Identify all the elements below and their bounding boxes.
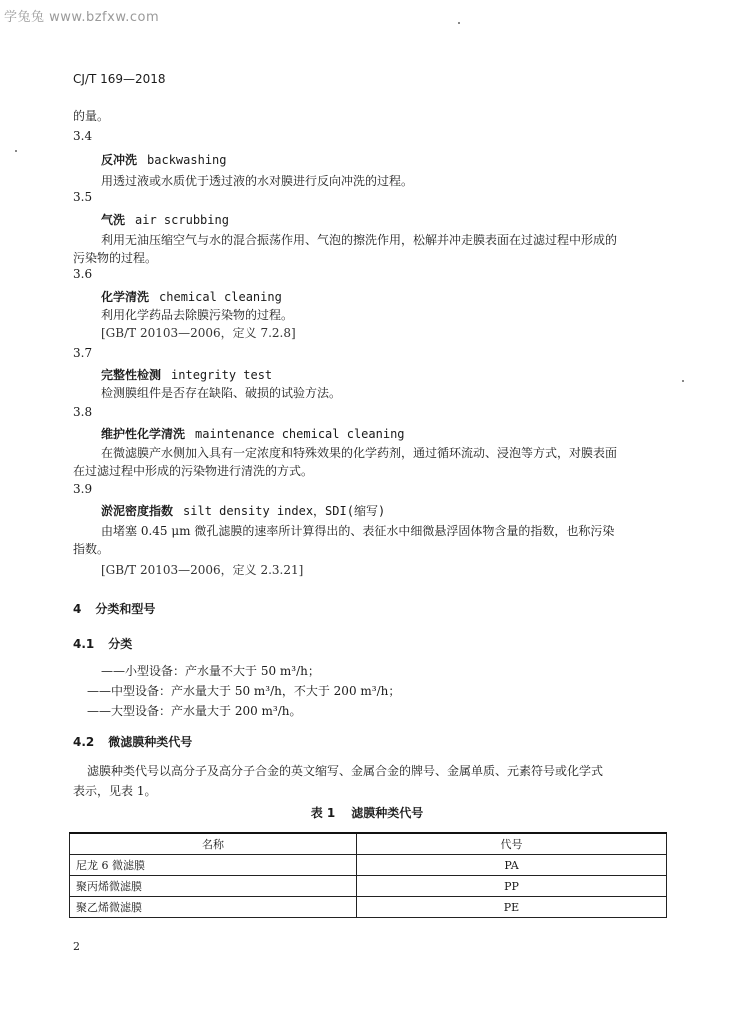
term-heading: 完整性检测 integrity test	[101, 368, 273, 382]
table-cell: 聚丙烯微滤膜	[70, 876, 357, 897]
table-caption: 表 1 滤膜种类代号	[310, 806, 424, 820]
clause-number: 3.7	[73, 346, 93, 360]
carry-over-text: 的量。	[73, 109, 110, 123]
term-heading: 维护性化学清洗 maintenance chemical cleaning	[101, 427, 405, 441]
page-number: 2	[73, 940, 80, 953]
clause-number: 3.6	[73, 267, 93, 281]
term-definition-cont: 指数。	[73, 542, 110, 556]
table-cell: PP	[357, 876, 667, 897]
table-header-row	[70, 833, 667, 855]
term-heading: 化学清洗 chemical cleaning	[101, 290, 282, 304]
code-table	[69, 832, 667, 918]
term-definition-cont: 污染物的过程。	[73, 251, 158, 265]
scan-speck	[682, 380, 684, 382]
term-heading: 气洗 air scrubbing	[101, 213, 229, 227]
paragraph: 滤膜种类代号以高分子及高分子合金的英文缩写、金属合金的牌号、金属单质、元素符号或化学式	[87, 764, 604, 778]
scan-speck	[458, 22, 460, 24]
table-cell: 聚乙烯微滤膜	[70, 897, 357, 918]
term-definition: 用透过液或水质优于透过液的水对膜进行反向冲洗的过程。	[101, 174, 414, 188]
table-cell: 尼龙 6 微滤膜	[70, 855, 357, 876]
subsection-heading: 4.1 分类	[73, 637, 133, 651]
table-row	[70, 897, 667, 918]
list-item: ——中型设备：产水量大于 50 m³/h，不大于 200 m³/h；	[87, 684, 401, 698]
term-definition-cont: 在过滤过程中形成的污染物进行清洗的方式。	[73, 464, 314, 478]
watermark: 学兔兔 www.bzfxw.com	[4, 10, 160, 25]
table-cell: PA	[357, 855, 667, 876]
clause-number: 3.4	[73, 129, 93, 143]
term-definition: 在微滤膜产水侧加入具有一定浓度和特殊效果的化学药剂，通过循环流动、浸泡等方式，对膜表面	[101, 446, 618, 460]
table-cell: PE	[357, 897, 667, 918]
term-definition: 利用无油压缩空气与水的混合振荡作用、气泡的擦洗作用，松解并冲走膜表面在过滤过程中形成的	[101, 233, 618, 247]
table-row	[70, 876, 667, 897]
term-definition: 检测膜组件是否存在缺陷、破损的试验方法。	[101, 386, 342, 400]
table-row	[70, 855, 667, 876]
clause-number: 3.5	[73, 190, 93, 204]
term-definition: 由堵塞 0.45 μm 微孔滤膜的速率所计算得出的、表征水中细微悬浮固体物含量的指数，也称污染	[101, 524, 615, 538]
reference: [GB/T 20103—2006，定义 2.3.21]	[101, 563, 304, 577]
term-definition: 利用化学药品去除膜污染物的过程。	[101, 308, 294, 322]
column-header-name: 名称	[70, 833, 357, 855]
section-heading: 4 分类和型号	[73, 602, 156, 616]
column-header-code: 代号	[357, 833, 667, 855]
clause-number: 3.8	[73, 405, 93, 419]
list-item: ——大型设备：产水量大于 200 m³/h。	[87, 704, 302, 718]
term-heading: 淤泥密度指数 silt density index，SDI(缩写)	[101, 504, 386, 518]
scan-speck	[15, 150, 17, 152]
standard-number: CJ/T 169—2018	[73, 72, 166, 86]
reference: [GB/T 20103—2006，定义 7.2.8]	[101, 326, 296, 340]
clause-number: 3.9	[73, 482, 93, 496]
term-heading: 反冲洗 backwashing	[101, 153, 227, 167]
paragraph-cont: 表示，见表 1。	[73, 784, 157, 798]
list-item: ——小型设备：产水量不大于 50 m³/h；	[101, 664, 320, 678]
subsection-heading: 4.2 微滤膜种类代号	[73, 735, 193, 749]
